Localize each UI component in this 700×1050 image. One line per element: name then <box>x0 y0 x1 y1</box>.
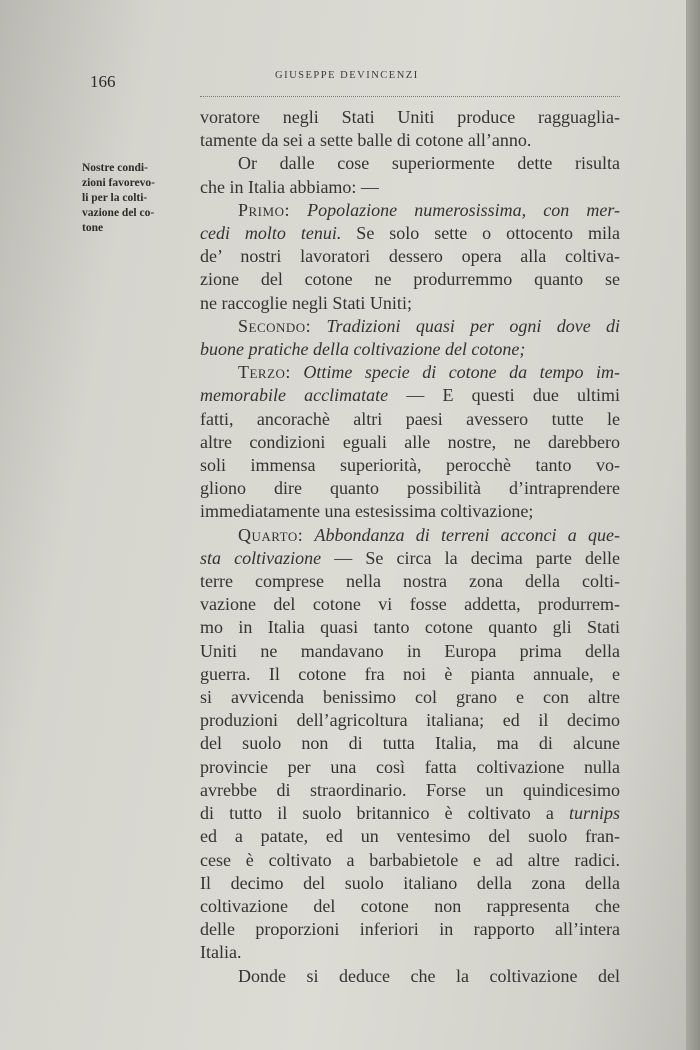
text-line <box>200 129 620 152</box>
text-run <box>311 316 326 336</box>
text-line <box>200 779 620 802</box>
italic-run: cedi molto tenui. <box>200 223 342 244</box>
text-run: guerra. Il cotone fra noi è pianta annuale, e <box>200 663 620 684</box>
text-run: Uniti ne mandavano in Europa prima della <box>200 640 620 661</box>
text-run: Il decimo del suolo italiano della zona della <box>200 872 620 893</box>
text-run: coltivazione del cotone non rappresenta che <box>200 895 620 916</box>
text-run: immediatamente una estesissima coltivazione; <box>200 501 534 522</box>
text-run: provincie per una così fatta coltivazione nulla <box>200 756 620 777</box>
italic-run: Ottime specie di cotone da tempo im- <box>303 362 620 383</box>
marginal-note-line: zioni favorevo- <box>82 177 155 189</box>
italic-run: buone pratiche della coltivazione del cotone; <box>200 339 526 360</box>
text-line <box>200 222 620 245</box>
section-label: Secondo: <box>238 315 312 336</box>
page-number: 166 <box>90 72 116 91</box>
text-run: ed a patate, ed un ventesimo del suolo fran- <box>200 826 620 847</box>
text-run: altre condizioni eguali alle nostre, ne darebbero <box>200 431 620 452</box>
text-line <box>200 408 620 431</box>
text-line <box>200 315 620 338</box>
text-line <box>200 616 620 639</box>
text-run: Se solo sette o ottocento mila <box>341 223 620 244</box>
text-line <box>200 338 620 361</box>
text-run: che in Italia abbiamo: — <box>200 176 379 197</box>
text-run: produzioni dell’agricoltura italiana; ed il decimo <box>200 710 620 731</box>
text-line <box>200 663 620 686</box>
text-line <box>200 918 620 941</box>
text-run: zione del cotone ne produrremmo quanto se <box>200 269 620 290</box>
italic-run: memorabile acclimatate <box>200 385 389 406</box>
text-run: terre comprese nella nostra zona della colti- <box>200 571 620 592</box>
text-run: Donde si deduce che la coltivazione del <box>238 965 620 986</box>
text-run: Italia. <box>200 942 242 963</box>
text-line <box>200 895 620 918</box>
text-run: ne raccoglie negli Stati Uniti; <box>200 292 412 313</box>
text-run: soli immensa superiorità, perocchè tanto vo- <box>200 455 620 476</box>
text-line <box>200 709 620 732</box>
marginal-note-line: Nostre condi- <box>82 162 148 174</box>
book-spine-shadow <box>686 0 700 1050</box>
text-run: mo in Italia quasi tanto cotone quanto gli Stati <box>200 617 620 638</box>
italic-run: Tradizioni quasi per ogni dove di <box>326 315 621 336</box>
running-head: GIUSEPPE DEVINCENZI <box>275 70 419 81</box>
text-run <box>291 362 303 382</box>
text-line <box>200 593 620 616</box>
text-run: del suolo non di tutta Italia, ma di alcune <box>200 733 620 754</box>
header-rule <box>200 96 620 97</box>
body-text <box>200 106 620 988</box>
text-run: avrebbe di straordinario. Forse un quindicesimo <box>200 779 620 800</box>
italic-run: sta coltivazione <box>200 547 322 568</box>
text-run: di tutto il suolo britannico è coltivato a <box>200 803 569 824</box>
text-run: vazione del cotone vi fosse addetta, produrrem- <box>200 594 620 615</box>
text-run <box>303 525 314 545</box>
text-run: delle proporzioni inferiori in rapporto all’intera <box>200 919 620 940</box>
section-label: Terzo: <box>238 362 291 383</box>
italic-run: Popolazione numerosissima, con mer- <box>307 199 621 220</box>
marginal-note-line: li per la colti- <box>82 192 148 204</box>
text-run: tamente da sei a sette balle di cotone all’anno. <box>200 130 532 151</box>
text-run <box>290 200 307 220</box>
marginal-note <box>82 161 182 236</box>
section-label: Quarto: <box>238 524 304 545</box>
text-line <box>200 524 620 547</box>
text-line <box>200 454 620 477</box>
text-line <box>200 176 620 199</box>
text-line <box>200 106 620 129</box>
section-label: Primo: <box>238 199 290 220</box>
text-line <box>200 384 620 407</box>
text-line <box>200 640 620 663</box>
text-line <box>200 941 620 964</box>
text-line <box>200 431 620 454</box>
text-run: si avvicenda benissimo col grano e con altre <box>200 687 620 708</box>
text-run: voratore negli Stati Uniti produce ragguaglia- <box>200 107 620 127</box>
page-header <box>0 0 700 110</box>
text-line <box>200 199 620 222</box>
text-line <box>200 756 620 779</box>
text-run: de’ nostri lavoratori dessero opera alla coltiva- <box>200 246 620 267</box>
text-run: — Se circa la decima parte delle <box>321 547 620 568</box>
text-run: fatti, ancorachè altri paesi avessero tutte le <box>200 408 620 429</box>
text-run: Or dalle cose superiormente dette risulta <box>238 153 620 174</box>
text-line <box>200 361 620 384</box>
text-line <box>200 825 620 848</box>
text-run: — E questi due ultimi <box>388 385 620 406</box>
text-line <box>200 686 620 709</box>
marginal-note-line: vazione del co- <box>82 207 155 219</box>
text-line <box>200 547 620 570</box>
text-run: cese è coltivato a barbabietole e ad altre radici. <box>200 849 620 870</box>
text-line <box>200 292 620 315</box>
marginal-note-line: tone <box>82 222 104 234</box>
italic-run: Abbondanza di terreni acconci a que- <box>314 524 621 545</box>
italic-run: turnips <box>568 803 620 824</box>
text-line <box>200 849 620 872</box>
text-line <box>200 245 620 268</box>
text-line <box>200 500 620 523</box>
text-line <box>200 477 620 500</box>
text-line <box>200 872 620 895</box>
text-line <box>200 152 620 175</box>
text-line <box>200 802 620 825</box>
text-run: gliono dire quanto possibilità d’intraprendere <box>200 478 620 499</box>
text-line <box>200 965 620 988</box>
text-line <box>200 570 620 593</box>
text-line <box>200 268 620 291</box>
text-line <box>200 732 620 755</box>
